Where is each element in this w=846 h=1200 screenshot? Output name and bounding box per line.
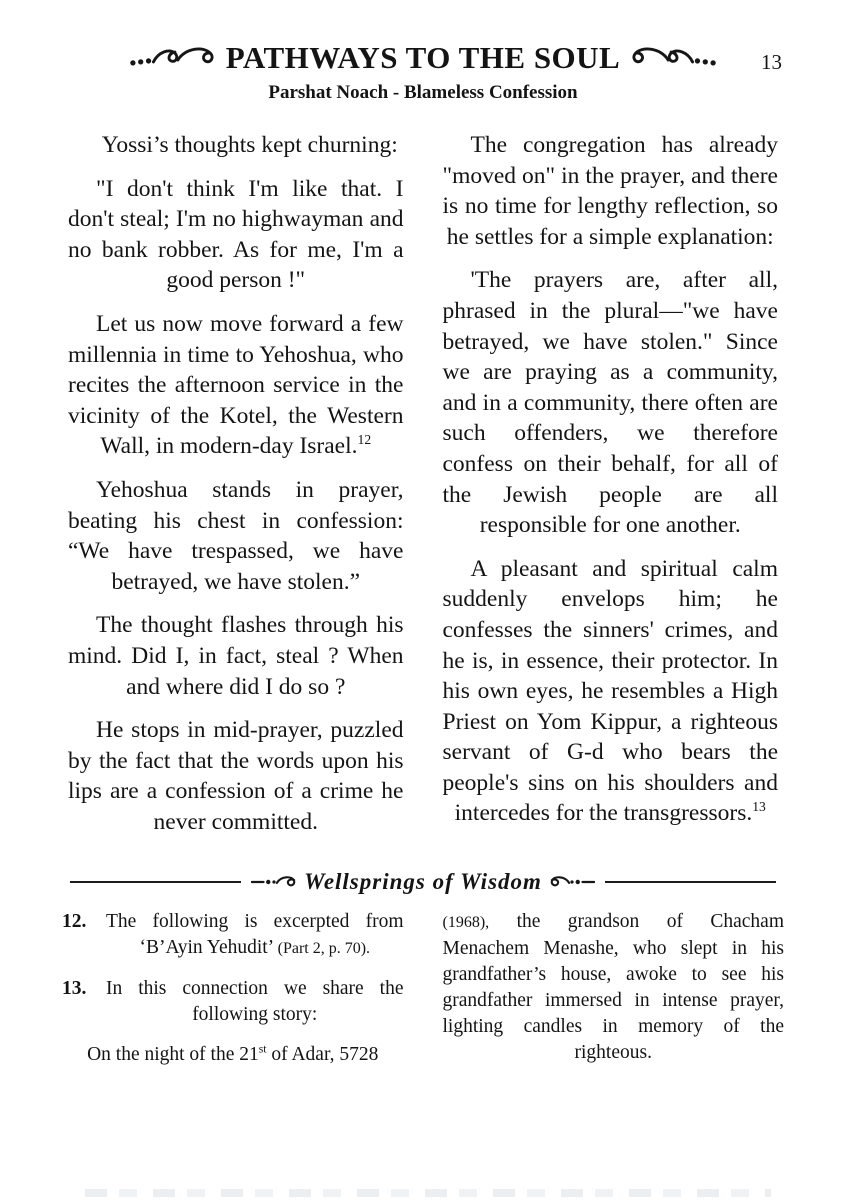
footnote-section-title: Wellsprings of Wisdom: [304, 869, 542, 895]
left-column: [68, 130, 404, 837]
footnote-12: 12. The following is excerpted from ‘B’Ayin Yehudit’ (Part 2, p. 70).: [62, 909, 404, 962]
paragraph: A pleasant and spiritual calm suddenly envelops him; he confesses the sinners' crimes, and he is, in essence, their protector. In his own eyes, he resembles a High Priest on Yom Kippur, a righteous servant of G-d who bears the people's sins on his shoulders and intercedes for the transgressors.$^{13}$: [442, 555, 778, 827]
page-number: 13: [761, 50, 782, 74]
divider-flourish-right: [549, 874, 595, 890]
footnote-ref-13: 13: [752, 799, 766, 815]
paragraph: Let us now move forward a few millennia in time to Yehoshua, who recites the afternoon service in the vicinity of the Kotel, the Western Wall, in modern-day Israel.$^{12}$: [68, 310, 404, 460]
footnote-number: 12.: [62, 911, 87, 933]
footnotes-section: [0, 909, 846, 1068]
flourish-ornament-right: [630, 43, 718, 73]
footnotes-right-column: [443, 909, 785, 1068]
footnote-13: 13. In this connection we share the following story:: [62, 976, 404, 1028]
paragraph: Yehoshua stands in prayer, beating his chest in confession: “We have trespassed, we have betrayed, we have stolen.”: [68, 476, 404, 595]
right-column: [443, 130, 779, 837]
footnote-continuation: (1968), the grandson of Chacham Menachem Menashe, who slept in his grandfather’s house, awoke to see his grandfather immersed in intense prayer, lighting candles in memory of the righteous.: [442, 911, 784, 1064]
paragraph: 'The prayers are, after all, phrased in the plural—"we have betrayed, we have stolen." Since we are praying as a community, and in a community, there often are such offenders, we therefore confess on their behalf, for all of the Jewish people are all responsible for one another.: [442, 267, 778, 539]
chapter-subtitle: Parshat Noach - Blameless Confession: [268, 82, 578, 103]
footnote-ref-12: 12: [357, 432, 372, 448]
footnote-divider: [70, 865, 776, 899]
paragraph: The congregation has already "moved on" in the prayer, and there is no time for lengthy reflection, so he settles for a simple explanation:: [442, 132, 778, 250]
paragraph: The thought flashes through his mind. Did I, in fact, steal ? When and where did I do so ?: [68, 612, 404, 700]
footnote-number: 13.: [62, 978, 87, 1000]
paragraph: He stops in mid-prayer, puzzled by the fact that the words upon his lips are a confession of a crime he never committed.: [68, 717, 404, 835]
scan-artifact-strip: [85, 1189, 771, 1197]
paragraph: "I don't think I'm like that. I don't steal; I'm no highwayman and no bank robber. As for me, I'm a good person !": [68, 175, 404, 294]
page-title: PATHWAYS TO THE SOUL: [225, 40, 621, 75]
footnote-story-line: On the night of the 21st of Adar, 5728: [87, 1042, 379, 1066]
page-header: [0, 0, 846, 104]
flourish-ornament-left: [128, 43, 216, 73]
footnote-citation: (Part 2, p. 70).: [277, 940, 371, 958]
body-columns: [0, 130, 846, 837]
divider-flourish-left: [251, 874, 297, 890]
footnotes-left-column: [62, 909, 404, 1068]
footnote-year: (1968),: [442, 914, 490, 932]
paragraph: Yossi’s thoughts kept churning:: [101, 132, 398, 158]
ordinal-superscript: st: [258, 1042, 267, 1056]
